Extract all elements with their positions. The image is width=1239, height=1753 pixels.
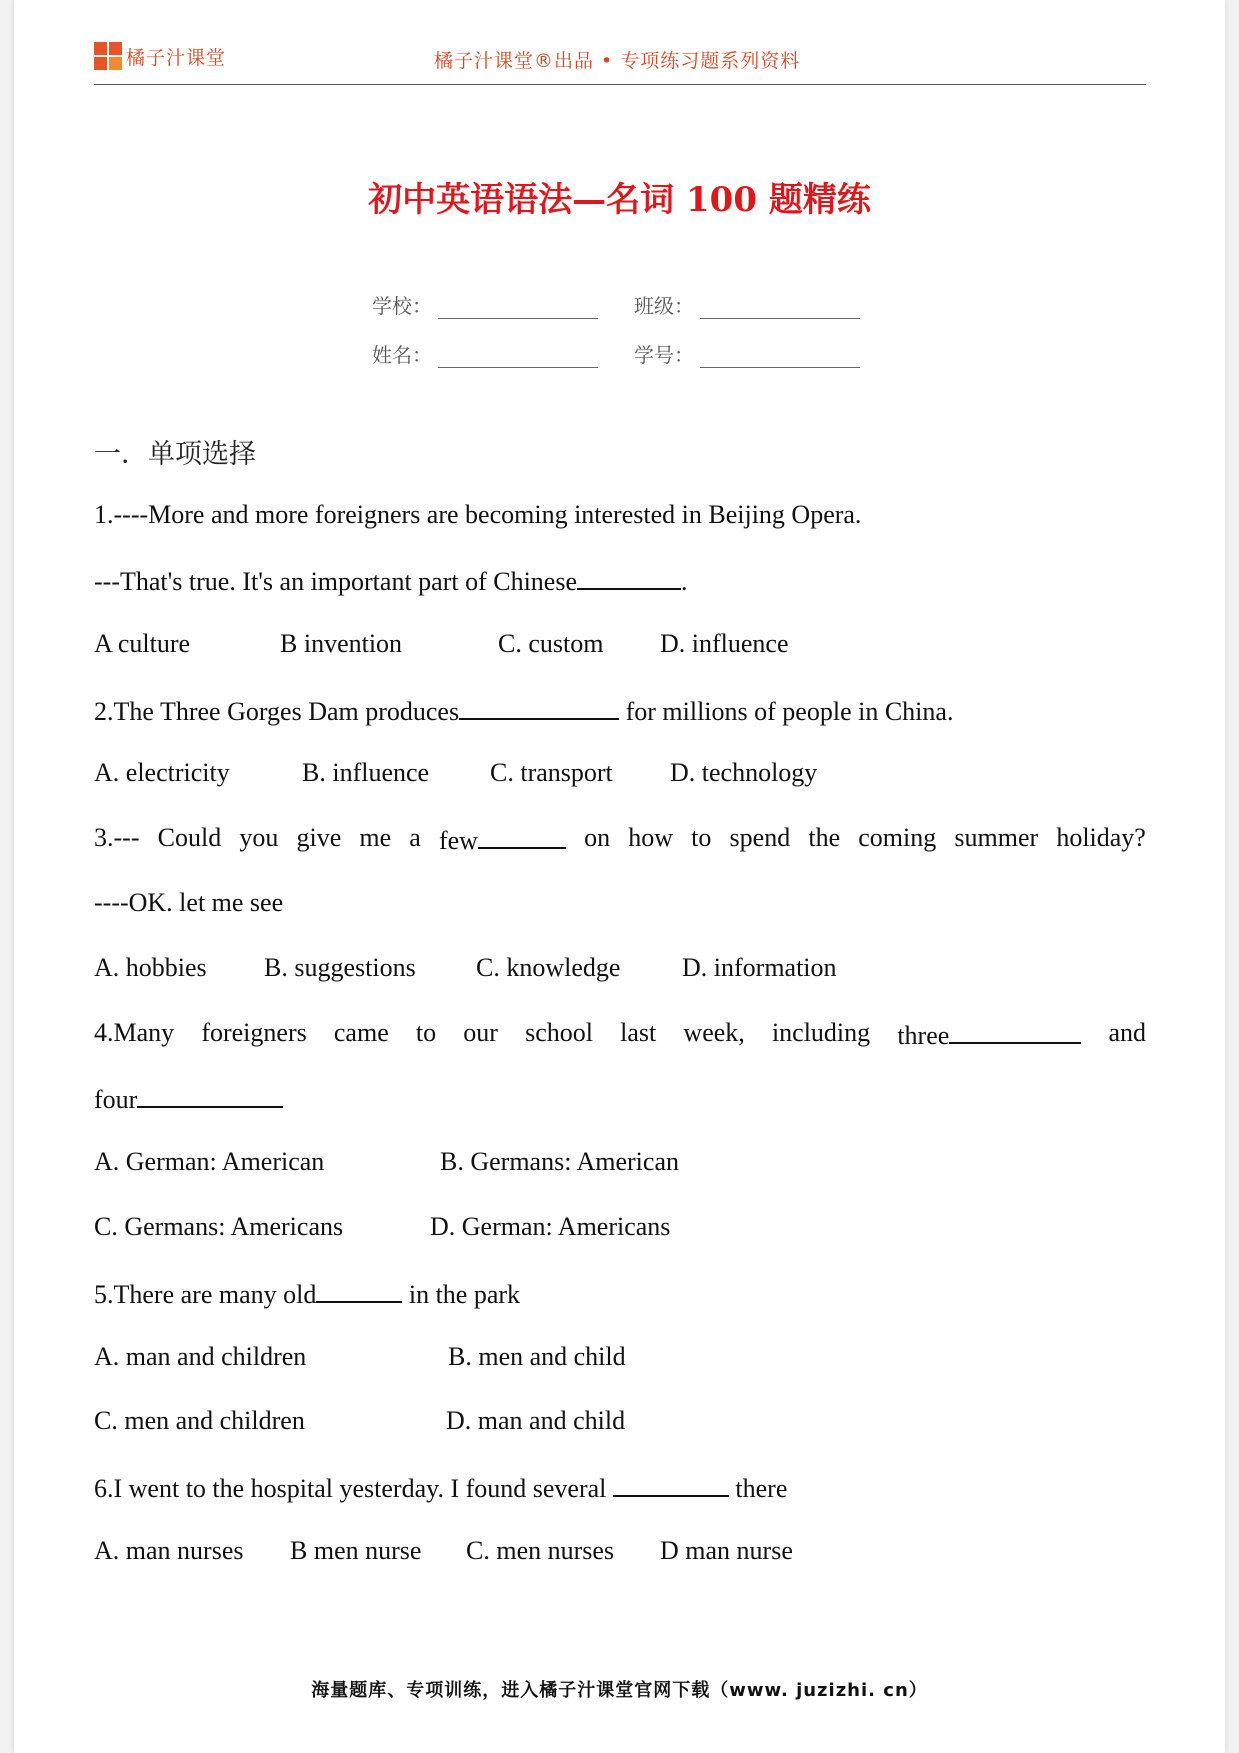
q4-option-d: D. German: Americans: [430, 1212, 671, 1241]
class-field: [634, 290, 860, 319]
q4-option-c: C. Germans: Americans: [94, 1212, 344, 1241]
class-label: 班级：: [634, 294, 694, 318]
q6-option-a: A. man nurses: [94, 1536, 244, 1565]
q6-option-b: B men nurse: [290, 1536, 422, 1565]
question-5-line-1: 5.There are many old in the park: [94, 1277, 520, 1310]
q2-option-c: C. transport: [490, 758, 613, 787]
question-4-line-2: four: [94, 1082, 283, 1115]
q3-option-d: D. information: [682, 953, 837, 982]
school-blank: [438, 298, 598, 319]
answer-blank: [949, 1018, 1081, 1044]
document-title: 初中英语语法—名词 100 题精练: [368, 180, 871, 220]
id-field: [634, 339, 860, 368]
class-blank: [700, 298, 860, 319]
id-label: 学号：: [634, 343, 694, 367]
q5-option-a: A. man and children: [94, 1342, 307, 1371]
question-4-line-1: 4.Many foreigners came to our school last week, including three and: [94, 1018, 1146, 1050]
name-label: 姓名：: [372, 343, 432, 367]
question-1-line-1: 1.----More and more foreigners are becoming interested in Beijing Opera.: [94, 500, 862, 529]
q5-option-d: D. man and child: [446, 1406, 626, 1435]
answer-blank: [137, 1082, 283, 1108]
school-field: [372, 290, 598, 319]
q5-option-b: B. men and child: [448, 1342, 626, 1371]
question-2-line-1: 2.The Three Gorges Dam produces for millions of people in China.: [94, 694, 953, 727]
q2-option-d: D. technology: [670, 758, 818, 787]
question-1-line-2: ---That's true. It's an important part of Chinese .: [94, 564, 688, 597]
answer-blank: [459, 694, 619, 720]
school-label: 学校：: [372, 294, 432, 318]
q1-option-c: C. custom: [498, 629, 604, 658]
answer-blank: [577, 564, 681, 590]
answer-blank: [478, 823, 566, 849]
page-header: [94, 38, 1146, 85]
brand-logo: [94, 42, 226, 70]
question-3-line-1: 3.--- Could you give me a few on how to spend the coming summer holiday?: [94, 823, 1146, 855]
name-blank: [438, 347, 598, 368]
q4-option-b: B. Germans: American: [440, 1147, 679, 1176]
q3-option-b: B. suggestions: [264, 953, 416, 982]
logo-text: 橘子汁课堂: [126, 46, 227, 69]
q3-option-c: C. knowledge: [476, 953, 621, 982]
q4-option-a: A. German: American: [94, 1147, 325, 1176]
q6-option-c: C. men nurses: [466, 1536, 615, 1565]
page-footer: 海量题库、专项训练，进入橘子汁课堂官网下载（www. juzizhi. cn）: [311, 1680, 928, 1701]
answer-blank: [613, 1471, 729, 1497]
section-title: 一．单项选择: [94, 439, 256, 470]
q6-option-d: D man nurse: [660, 1536, 793, 1565]
question-3-line-2: ----OK. let me see: [94, 888, 284, 917]
q1-option-b: B invention: [280, 629, 403, 658]
id-blank: [700, 347, 860, 368]
q1-option-d: D. influence: [660, 629, 789, 658]
header-title: 橘子汁课堂®出品 • 专项练习题系列资料: [434, 50, 801, 72]
logo-icon: [94, 42, 122, 70]
q2-option-b: B. influence: [302, 758, 430, 787]
q1-option-a: A culture: [94, 629, 191, 658]
question-6-line-1: 6.I went to the hospital yesterday. I found several there: [94, 1471, 787, 1504]
q2-option-a: A. electricity: [94, 758, 230, 787]
q5-option-c: C. men and children: [94, 1406, 305, 1435]
answer-blank: [316, 1277, 402, 1303]
name-field: [372, 339, 598, 368]
q3-option-a: A. hobbies: [94, 953, 207, 982]
